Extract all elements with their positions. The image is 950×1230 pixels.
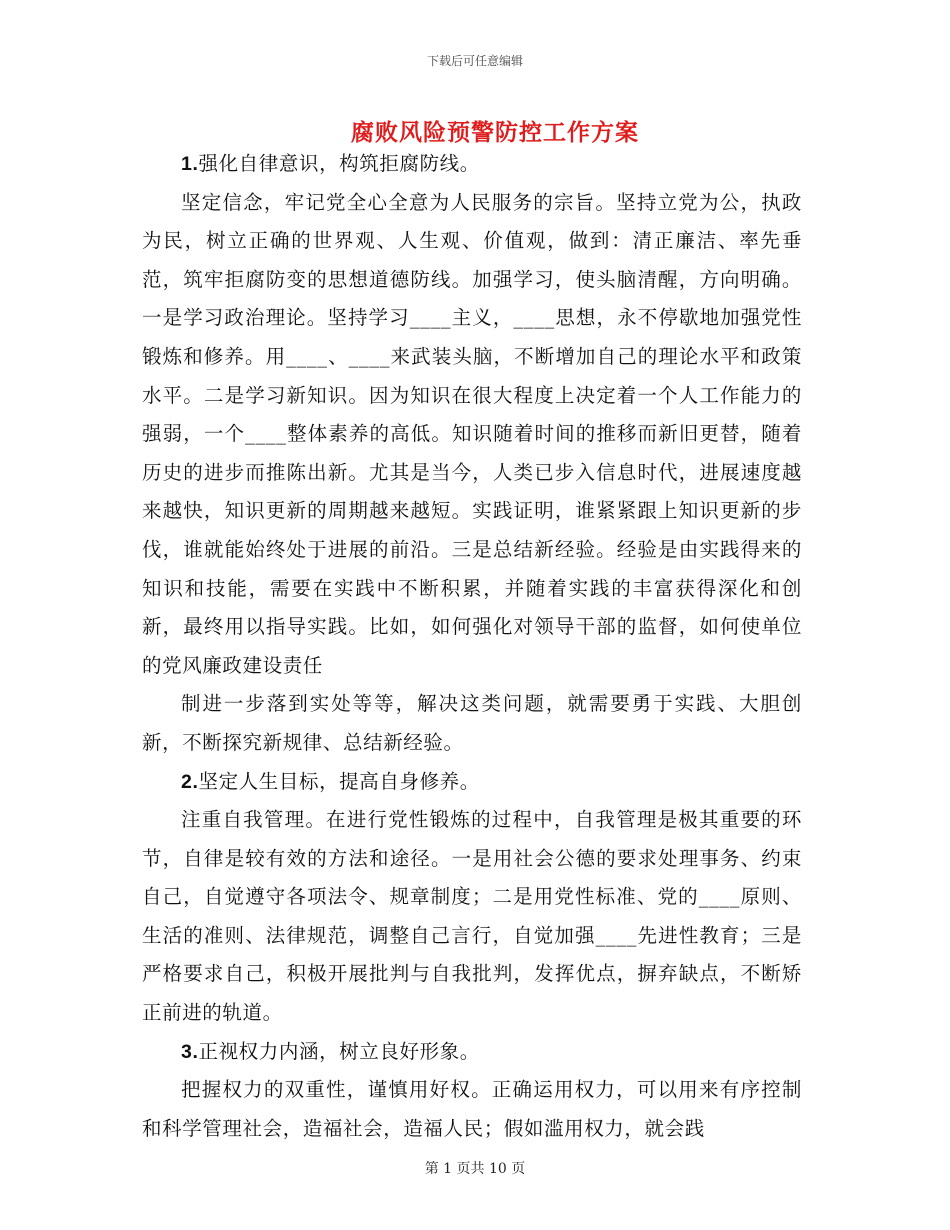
- document-body: [142, 145, 802, 1148]
- document-title: 腐败风险预警防控工作方案: [351, 119, 639, 146]
- section-heading-text: 强化自律意识，构筑拒腐防线。: [198, 152, 480, 175]
- section-number: 3.: [181, 1040, 199, 1063]
- paragraph: 制进一步落到实处等等，解决这类问题，就需要勇于实践、大胆创新，不断探究新规律、总结新经验。: [142, 692, 802, 754]
- section-1: [142, 145, 802, 763]
- section-3: [142, 1033, 802, 1149]
- page-footer: 第 1 页共 10 页: [424, 1161, 526, 1177]
- section-2: [142, 763, 802, 1033]
- section-heading: [142, 145, 802, 184]
- section-heading: [142, 1033, 802, 1072]
- section-number: 2.: [181, 770, 199, 793]
- section-heading: [142, 763, 802, 802]
- section-number: 1.: [181, 153, 199, 175]
- section-heading-text: 坚定人生目标，提高自身修养。: [198, 769, 480, 793]
- page-header-note: 下载后可任意编辑: [426, 54, 523, 68]
- section-heading-text: 正视权力内涵，树立良好形象。: [198, 1039, 480, 1063]
- paragraph: 把握权力的双重性，谨慎用好权。正确运用权力，可以用来有序控制和科学管理社会，造福社会，造福人民；假如滥用权力，就会践: [142, 1078, 802, 1140]
- paragraph: 坚定信念，牢记党全心全意为人民服务的宗旨。坚持立党为公，执政为民，树立正确的世界观、人生观、价值观，做到：清正廉洁、率先垂范，筑牢拒腐防变的思想道德防线。加强学习，使头脑清醒，方向明确。一是学习政治理论。坚持学习____主义，____思想，永不停歇地加强党性锻炼和修养。用____、____来武装头脑，不断增加自己的理论水平和政策水平。二是学习新知识。因为知识在很大程度上决定着一个人工作能力的强弱，一个____整体素养的高低。知识随着时间的推移而新旧更替，随着历史的进步而推陈出新。尤其是当今，人类已步入信息时代，进展速度越来越快，知识更新的周期越来越短。实践证明，谁紧紧跟上知识更新的步伐，谁就能始终处于进展的前沿。三是总结新经验。经验是由实践得来的知识和技能，需要在实践中不断积累，并随着实践的丰富获得深化和创新，最终用以指导实践。比如，如何强化对领导干部的监督，如何使单位的党风廉政建设责任: [142, 190, 802, 677]
- paragraph: 注重自我管理。在进行党性锻炼的过程中，自我管理是极其重要的环节，自律是较有效的方法和途径。一是用社会公德的要求处理事务、约束自己，自觉遵守各项法令、规章制度；二是用党性标准、党的____原则、生活的准则、法律规范，调整自己言行，自觉加强____先进性教育；三是严格要求自己，积极开展批判与自我批判，发挥优点，摒弃缺点，不断矫正前进的轨道。: [142, 808, 802, 1025]
